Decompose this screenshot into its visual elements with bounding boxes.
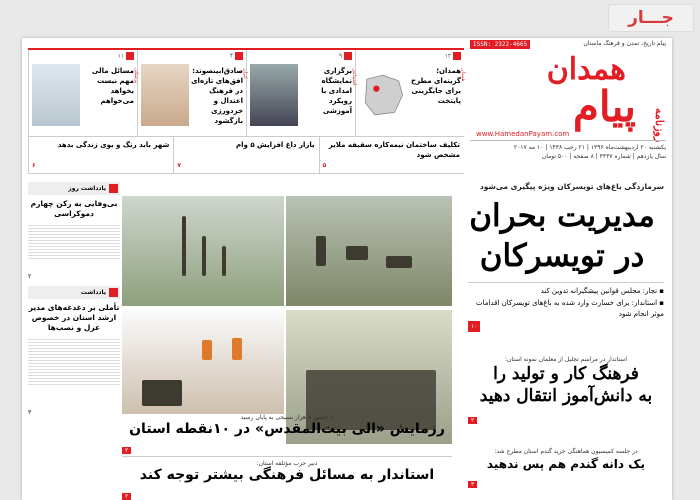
masthead-tagline: پیام تاریخ، تمدن و فرهنگ ماستان <box>583 40 666 47</box>
page-number: ۷ <box>177 162 182 169</box>
photo-kicker: با حضور ۷ هزار بسیجی به پایان رسید <box>240 414 334 421</box>
bullet-item: ▪ استاندار: برای خسارت وارد شده به باغ‌های تویسرکان اقدامات موثر انجام شود <box>476 299 664 318</box>
bullet-item: ▪ نجار: مجلس قوانین پیشگیرانه تدوین کند <box>540 287 664 295</box>
story-kicker: استاندار در مراسم تجلیل از معلمان نمونه استان: <box>505 356 627 363</box>
teaser-section: اجتماعی <box>351 68 357 86</box>
masthead <box>470 40 666 172</box>
corner-tag: جـــار <box>608 4 694 32</box>
teaser-section: پزشکی <box>133 68 139 84</box>
newspaper-page <box>22 38 672 500</box>
page-marker-icon <box>344 52 352 60</box>
story-governor[interactable] <box>122 456 452 500</box>
photo-march-column <box>122 196 284 306</box>
story-kicker: در جلسه کمیسیون هماهنگی خرید گندم استان مطرح شد: <box>494 448 638 455</box>
main-bullets <box>468 282 664 333</box>
logo-word-2: پیام <box>572 82 636 131</box>
teaser-4[interactable] <box>28 50 137 136</box>
teaser-title: برگزاری نمایشگاه امدادی با رویکرد آموزشی <box>321 67 352 115</box>
teaser-page: ۹ <box>250 52 352 60</box>
page-number: ۱۰ <box>468 321 480 332</box>
page-number: ۲ <box>28 273 32 280</box>
photo-headline: رزمایش «الی بیت‌المقدس» در ۱۰نقطه استان <box>129 421 445 437</box>
teaser-page: ۱۱ <box>32 52 134 60</box>
story-headline: استاندار به مسائل فرهنگی بیشتر توجه کند <box>139 467 435 483</box>
teaser-1[interactable] <box>355 50 464 136</box>
teaser-page: ۱۲ <box>359 52 461 60</box>
section-header: یادداشت <box>28 286 120 299</box>
page-number: ۵ <box>322 162 327 169</box>
portrait-image <box>141 64 189 126</box>
column-headline[interactable]: بی‌وفایی به رکن چهارم دموکراسی <box>30 199 118 218</box>
page-number: ۲ <box>122 447 131 454</box>
section-header: یادداشت روز <box>28 182 120 195</box>
secondary-teasers <box>28 136 464 174</box>
section-icon <box>109 288 118 297</box>
page-number: ۲ <box>468 417 477 424</box>
story-teachers[interactable] <box>468 356 664 426</box>
photo-hazmat-team <box>122 310 284 414</box>
story-headline: یک دانه گندم هم پس ندهید <box>486 457 646 471</box>
photo-story[interactable] <box>122 414 452 456</box>
photo-grid <box>122 182 452 444</box>
teaser-3[interactable] <box>137 50 246 136</box>
page-number: ۳ <box>28 409 32 416</box>
newspaper-logo <box>470 52 666 143</box>
teaser-section: همدان <box>460 68 466 82</box>
teaser-2[interactable] <box>246 50 355 136</box>
story-headline: فرهنگ کار و تولید را به دانش‌آموز انتقال دهید <box>479 364 653 406</box>
left-column <box>28 182 120 500</box>
dateline <box>470 140 666 161</box>
site-url[interactable]: www.HamedanPayam.com <box>476 130 570 138</box>
logo-word-1: همدان <box>546 52 626 87</box>
main-kicker: سرمازدگی باغ‌های تویسرکان ویژه پیگیری می‌شود <box>479 182 664 191</box>
photo-soldiers-field <box>286 196 452 306</box>
column-headline[interactable]: تأملی بر دغدغه‌های مدیر ارشد استان در خصوص عزل و نصب‌ها <box>28 303 120 332</box>
portrait-image <box>250 64 298 126</box>
page-marker-icon <box>126 52 134 60</box>
page-number: ۶ <box>32 162 36 169</box>
dateline-date: یکشنبه ۲۰ اردیبهشت‌ماه ۱۳۹۶ | ۲۱ رجب ۱۴۳۸ | ۱۰ مه ۲۰۱۷ <box>513 144 666 151</box>
logo-prefix: روزنامه <box>653 108 666 143</box>
top-teasers <box>28 48 464 136</box>
teaser-title: صادق‌ابینصوند: افق‌های تازه‌ای در فرهنگ اعتدال و خردورزی بازگشود <box>191 67 243 125</box>
office-image <box>32 64 80 126</box>
page-number: ۲ <box>122 493 131 500</box>
dateline-issue: سال یازدهم | شماره ۳۳۳۷ | ۸ صفحه | ۵۰۰ تومان <box>541 153 666 160</box>
iran-map-image <box>359 64 407 126</box>
teaser-page: ۴ <box>141 52 243 60</box>
column-body-lines <box>28 337 120 407</box>
secondary-teaser-3[interactable]: شهر باید رنگ و بوی زندگی بدهد ۶ <box>28 137 173 173</box>
column-body-lines <box>28 223 120 271</box>
page-marker-icon <box>453 52 461 60</box>
story-wheat[interactable] <box>468 448 664 490</box>
main-headline[interactable]: مدیریت بحران در تویسرکان <box>469 198 655 274</box>
section-icon <box>109 184 118 193</box>
teaser-title: همدان؛ گزینه‌ای مطرح برای جایگزینی پایتخت <box>411 67 461 105</box>
teaser-section: ایران <box>242 68 248 79</box>
story-kicker: دبیر حزب مؤتلفه استان: <box>256 460 318 467</box>
secondary-teaser-1[interactable]: تکلیف ساختمان نیمه‌کاره سقیفه ملایر مشخص شود ۵ <box>319 137 464 173</box>
secondary-teaser-2[interactable]: بازار داغ افزایش ۵ وام ۷ <box>173 137 318 173</box>
page-number: ۳ <box>468 481 477 488</box>
issn-badge: ISSN: 2322-4665 <box>470 40 530 49</box>
teaser-title: مسائل مالی مهم نیست بخواهد می‌خواهم <box>91 67 134 105</box>
page-marker-icon <box>235 52 243 60</box>
